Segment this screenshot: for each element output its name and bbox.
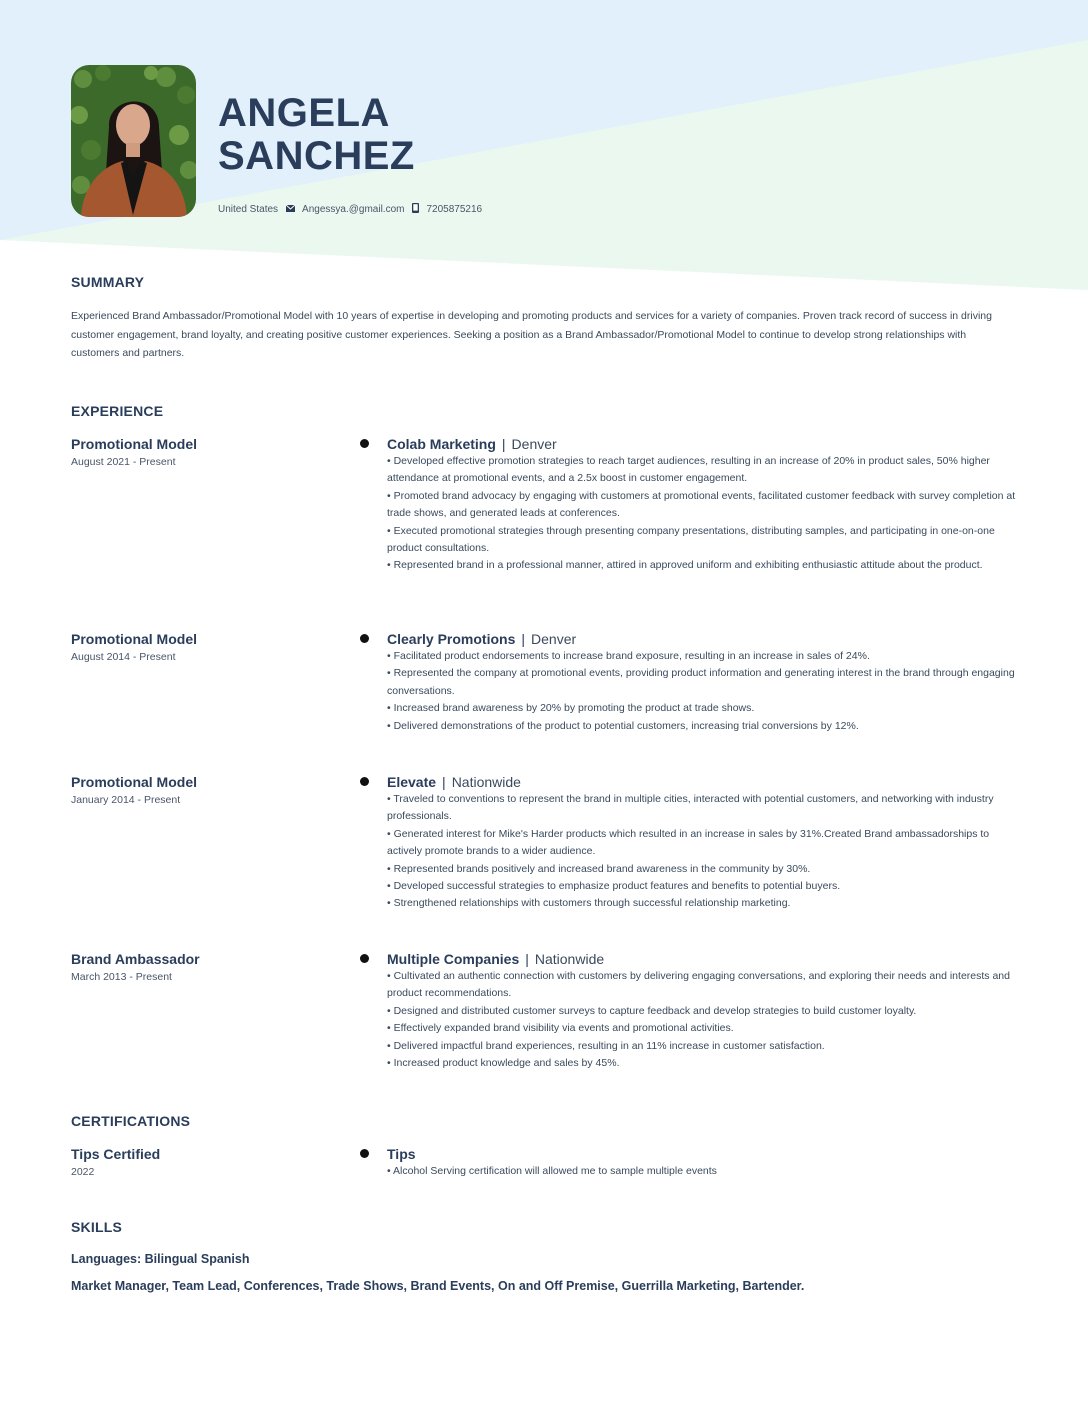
phone-icon [412, 203, 419, 215]
candidate-name [218, 92, 415, 178]
experience-role [71, 950, 331, 985]
company-name: Colab Marketing [387, 436, 496, 452]
role-dates: March 2013 - Present [71, 971, 172, 983]
bullet-item: • Executed promotional strategies through presenting company presentations, distributing samples, and participating in one-on-one product consultations. [387, 524, 995, 555]
experience-role [71, 435, 331, 470]
summary-heading: SUMMARY [71, 274, 145, 290]
bullet-list [387, 791, 1027, 913]
role-dates: August 2014 - Present [71, 651, 176, 663]
role-dates: January 2014 - Present [71, 794, 181, 806]
bullet-list [387, 968, 1027, 1072]
company-location: Denver [531, 631, 577, 647]
bullet-list [387, 648, 1027, 735]
separator: | [501, 436, 506, 452]
separator: | [521, 631, 526, 647]
bullet-item: • Cultivated an authentic connection with customers by delivering engaging conversations, and exploring their needs and interests and product recommendations. [387, 970, 1010, 1000]
experience-entry [387, 950, 1027, 1072]
bullet-item: • Promoted brand advocacy by engaging with customers at promotional events, facilitated customer feedback with survey completion at trade shows, and generated leads at conferences. [387, 489, 1016, 520]
first-name: ANGELA [218, 91, 390, 135]
experience-role [71, 773, 331, 808]
timeline-dot [360, 439, 369, 448]
bullet-list [387, 1163, 1027, 1180]
entry-header [387, 773, 1027, 791]
company-name: Elevate [387, 774, 437, 790]
certification-year: 2022 [71, 1166, 95, 1178]
bullet-item: • Represented brand in a professional manner, attired in approved uniform and exhibiting enthusiastic attitude about the product. [387, 559, 983, 572]
separator: | [525, 951, 529, 967]
company-location: Nationwide [534, 951, 605, 967]
entry-header [387, 1145, 1027, 1163]
timeline-dot [360, 777, 369, 786]
timeline-dot [360, 954, 369, 963]
role-title: Promotional Model [71, 436, 197, 452]
company-name: Multiple Companies [387, 951, 520, 967]
bullet-item: • Increased product knowledge and sales by 45%. [387, 1057, 620, 1070]
skills-list: Market Manager, Team Lead, Conferences, Trade Shows, Brand Events, On and Off Premise, Guerrilla Marketing, Bartender. [71, 1279, 805, 1293]
certifications-heading: CERTIFICATIONS [71, 1113, 191, 1129]
bullet-item: • Represented the company at promotional events, providing product information and generating interest in the brand through engaging conversations. [387, 667, 1015, 697]
bullet-item: • Alcohol Serving certification will allowed me to sample multiple events [387, 1165, 717, 1177]
skills-languages: Languages: Bilingual Spanish [71, 1252, 250, 1266]
certification-name: Tips Certified [71, 1146, 161, 1162]
entry-header [387, 950, 1027, 968]
role-title: Promotional Model [71, 774, 197, 790]
role-title: Promotional Model [71, 631, 197, 647]
bullet-item: • Traveled to conventions to represent the brand in multiple cities, interacted with potential customers, and networking with industry professionals. [387, 793, 994, 823]
experience-entry [387, 435, 1027, 575]
bullet-item: • Represented brands positively and increased brand awareness in the community by 30%. [387, 862, 811, 875]
experience-role [71, 630, 331, 665]
role-dates: August 2021 - Present [71, 456, 176, 468]
experience-entry [387, 773, 1027, 913]
bullet-item: • Designed and distributed customer surveys to capture feedback and develop strategies to build customer loyalty. [387, 1004, 917, 1017]
contact-line [218, 203, 482, 215]
bullet-list [387, 453, 1027, 575]
separator: | [442, 774, 446, 790]
skills-heading: SKILLS [71, 1219, 122, 1235]
entry-header [387, 630, 1027, 648]
bullet-item: • Facilitated product endorsements to increase brand exposure, resulting in an increase in sales of 24%. [387, 650, 870, 662]
experience-entry [387, 630, 1027, 735]
bullet-item: • Strengthened relationships with customers through successful relationship marketing. [387, 897, 791, 910]
certification-entry [387, 1145, 1027, 1180]
company-name: Clearly Promotions [387, 631, 516, 647]
bullet-item: • Increased brand awareness by 20% by promoting the product at trade shows. [387, 702, 755, 715]
bullet-item: • Developed successful strategies to emphasize product features and benefits to potential buyers. [387, 880, 841, 893]
bullet-item: • Generated interest for Mike's Harder products which resulted in an increase in sales by 31%.Created Brand ambassadorships to actively promote brands to a wider audience. [387, 827, 990, 858]
bullet-item: • Delivered demonstrations of the product to potential customers, increasing trial conversions by 12%. [387, 719, 859, 732]
bullet-item: • Delivered impactful brand experiences, resulting in an 11% increase in customer satisfaction. [387, 1039, 825, 1052]
phone-text[interactable]: 7205875216 [426, 203, 483, 215]
bullet-item: • Developed effective promotion strategies to reach target audiences, resulting in an increase of 20% in product sales, 50% higher attendance at promotional events, and a 2.5x boost in customer engagement. [387, 455, 990, 485]
email-link[interactable]: Angessya.@gmail.com [302, 203, 405, 215]
experience-heading: EXPERIENCE [71, 403, 164, 419]
certification-issuer: Tips [387, 1146, 416, 1162]
envelope-icon [286, 204, 295, 214]
entry-header [387, 435, 1027, 453]
timeline-dot [360, 634, 369, 643]
company-location: Denver [511, 436, 557, 452]
role-title: Brand Ambassador [71, 951, 200, 967]
last-name: SANCHEZ [218, 134, 415, 178]
timeline-dot [360, 1149, 369, 1158]
certification-item [71, 1145, 331, 1180]
summary-text: Experienced Brand Ambassador/Promotional Model with 10 years of expertise in developing and promoting products and services for a variety of companies. Proven track record of success in driving customer engagement, brand loyalty, and creating positive customer experiences. Seeking a position as a Brand Ambassador/Promotional Model to continue to develop strong relationships with customers and partners. [71, 310, 992, 360]
location-text: United States [218, 203, 279, 215]
bullet-item: • Effectively expanded brand visibility via events and promotional activities. [387, 1022, 734, 1035]
profile-photo [71, 65, 196, 217]
company-location: Nationwide [451, 774, 521, 790]
